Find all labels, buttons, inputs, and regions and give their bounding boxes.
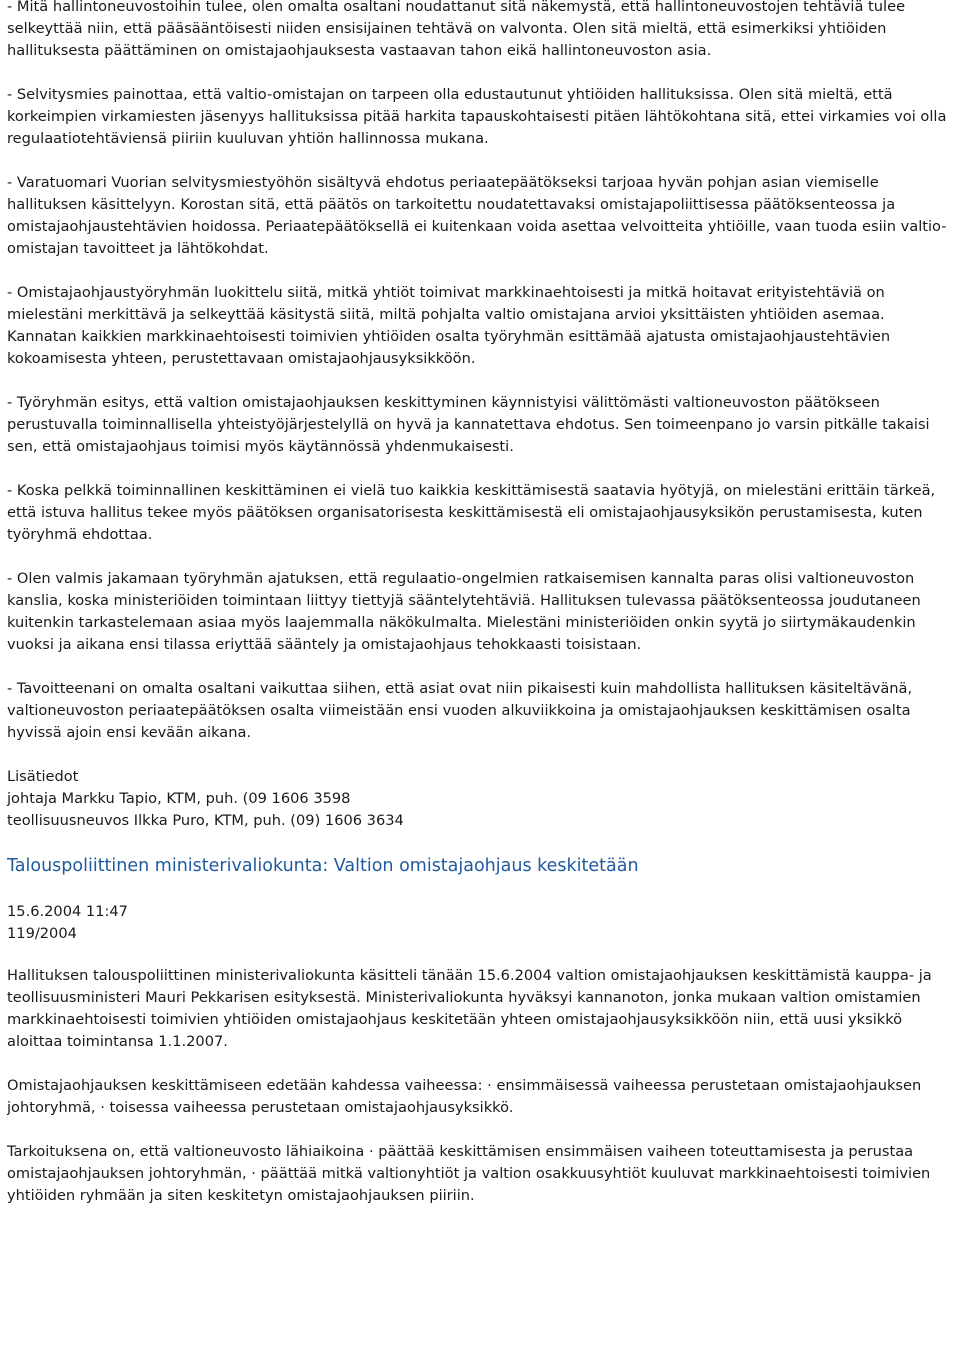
contact-line: teollisuusneuvos Ilkka Puro, KTM, puh. (09) 1606 3634 (7, 812, 404, 829)
contact-heading: Lisätiedot (7, 768, 79, 785)
paragraph-hallintoneuvostot: - Mitä hallintoneuvostoihin tulee, olen omalta osaltani noudattanut sitä näkemystä, että hallintoneuvostojen tehtäviä tulee selkeyttää niin, että pääsääntöisesti niiden ensisijainen tehtävä on valvonta. Olen sitä mieltä, että esimerkiksi yhtiöiden hallituksesta päättäminen on omistajaohjauksesta vastaavan tahon eikä hallintoneuvoston asia. (7, 0, 906, 59)
article-paragraph: Omistajaohjauksen keskittämiseen edetään kahdessa vaiheessa: · ensimmäisessä vaiheessa perustetaan omistajaohjauksen johtoryhmä, · toisessa vaiheessa perustetaan omistajaohjausyksikkö. (7, 1077, 922, 1116)
article-title-link[interactable]: Talouspoliittinen ministerivaliokunta: Valtion omistajaohjaus keskitetään (7, 856, 639, 876)
contact-info (7, 766, 957, 832)
paragraph-regulaatio: - Olen valmis jakamaan työryhmän ajatuksen, että regulaatio-ongelmien ratkaisemisen kannalta paras olisi valtioneuvoston kanslia, koska ministeriöiden toimintaan liittyy tiettyjä sääntelytehtäviä. Hallituksen tulevassa päätöksenteossa joudutaneen kuitenkin tarkastelemaan asiaa myös laajemmalla näkökulmalta. Mielestäni ministeriöiden onkin syytä jo siirtymäkaudenkin vuoksi ja aikana ensi tilassa eriyttää sääntely ja omistajaohjaus tehokkaasti toisistaan. (7, 570, 921, 653)
article-number: 119/2004 (7, 925, 77, 942)
contact-line: johtaja Markku Tapio, KTM, puh. (09 1606 3598 (7, 790, 351, 807)
paragraph-selvitysmies: - Selvitysmies painottaa, että valtio-omistajan on tarpeen olla edustautunut yhtiöiden hallituksissa. Olen sitä mieltä, että korkeimpien virkamiesten jäsenyys hallituksissa pitää harkita tapauskohtaisesti pitäen lähtökohtana sitä, ettei virkamies voi olla regulaatiotehtäviensä piiriin kuuluvan yhtiön hallinnossa mukana. (7, 86, 947, 147)
paragraph-tyoryhman-esitys: - Työryhmän esitys, että valtion omistajaohjauksen keskittyminen käynnistyisi välittömästi valtioneuvoston päätökseen perustuvalla toiminnallisella yhteistyöjärjestelyllä on hyvä ja kannatettava ehdotus. Sen toimeenpano jo varsin pitkälle takaisi sen, että omistajaohjaus toimisi myös käytännössä yhdenmukaisesti. (7, 394, 930, 455)
paragraph-tavoite: - Tavoitteenani on omalta osaltani vaikuttaa siihen, että asiat ovat niin pikaisesti kuin mahdollista hallituksen käsiteltävänä, valtioneuvoston periaatepäätöksen osalta viimeistään ensi vuoden alkuviikkoina ja omistajaohjauksen keskittämisen osalta hyvissä ajoin ensi kevään aikana. (7, 680, 913, 741)
article-date: 15.6.2004 11:47 (7, 903, 128, 920)
paragraph-luokittelu: - Omistajaohjaustyöryhmän luokittelu siitä, mitkä yhtiöt toimivat markkinaehtoisesti ja mitkä hoitavat erityistehtäviä on mielestäni merkittävä ja selkeyttää käsitystä siitä, miltä pohjalta valtio omistajana arvioi yksittäisten yhtiöiden asemaa. Kannatan kaikkien markkinaehtoisesti toimivien yhtiöiden osalta työryhmän esittämää ajatusta omistajaohjaustehtävien kokoamisesta yhteen, perustettavaan omistajaohjausyksikköön. (7, 284, 891, 367)
article-meta (7, 901, 957, 945)
document-page (7, 0, 957, 1229)
article-paragraph: Hallituksen talouspoliittinen ministerivaliokunta käsitteli tänään 15.6.2004 valtion omistajaohjauksen keskittämistä kauppa- ja teollisuusministeri Mauri Pekkarisen esityksestä. Ministerivaliokunta hyväksyi kannanoton, jonka mukaan valtion omistamien markkinaehtoisesti toimivien yhtiöiden omistajaohjaus keskitetään yhteen omistajaohjausyksikköön niin, että uusi yksikkö aloittaa toimintansa 1.1.2007. (7, 967, 932, 1050)
paragraph-varatuomari: - Varatuomari Vuorian selvitysmiestyöhön sisältyvä ehdotus periaatepäätökseksi tarjoaa hyvän pohjan asian viemiselle hallituksen käsittelyyn. Korostan sitä, että päätös on tarkoitettu noudatettavaksi omistajapoliittisessa päätöksenteossa ja omistajaohjaustehtävien hoidossa. Periaatepäätöksellä ei kuitenkaan voida asettaa velvoitteita yhtiöille, vaan tuoda esiin valtio-omistajan tavoitteet ja lähtökohdat. (7, 174, 947, 257)
article-paragraph: Tarkoituksena on, että valtioneuvosto lähiaikoina · päättää keskittämisen ensimmäisen vaiheen toteuttamisesta ja perustaa omistajaohjauksen johtoryhmän, · päättää mitkä valtionyhtiöt ja valtion osakkuusyhtiöt kuuluvat markkinaehtoisesti toimivien yhtiöiden ryhmään ja siten keskitetyn omistajaohjauksen piiriin. (7, 1143, 931, 1204)
paragraph-keskittaminen: - Koska pelkkä toiminnallinen keskittäminen ei vielä tuo kaikkia keskittämisestä saatavia hyötyjä, on mielestäni erittäin tärkeä, että istuva hallitus tekee myös päätöksen organisatorisesta keskittämisestä eli omistajaohjausyksikön perustamisesta, kuten työryhmä ehdottaa. (7, 482, 936, 543)
